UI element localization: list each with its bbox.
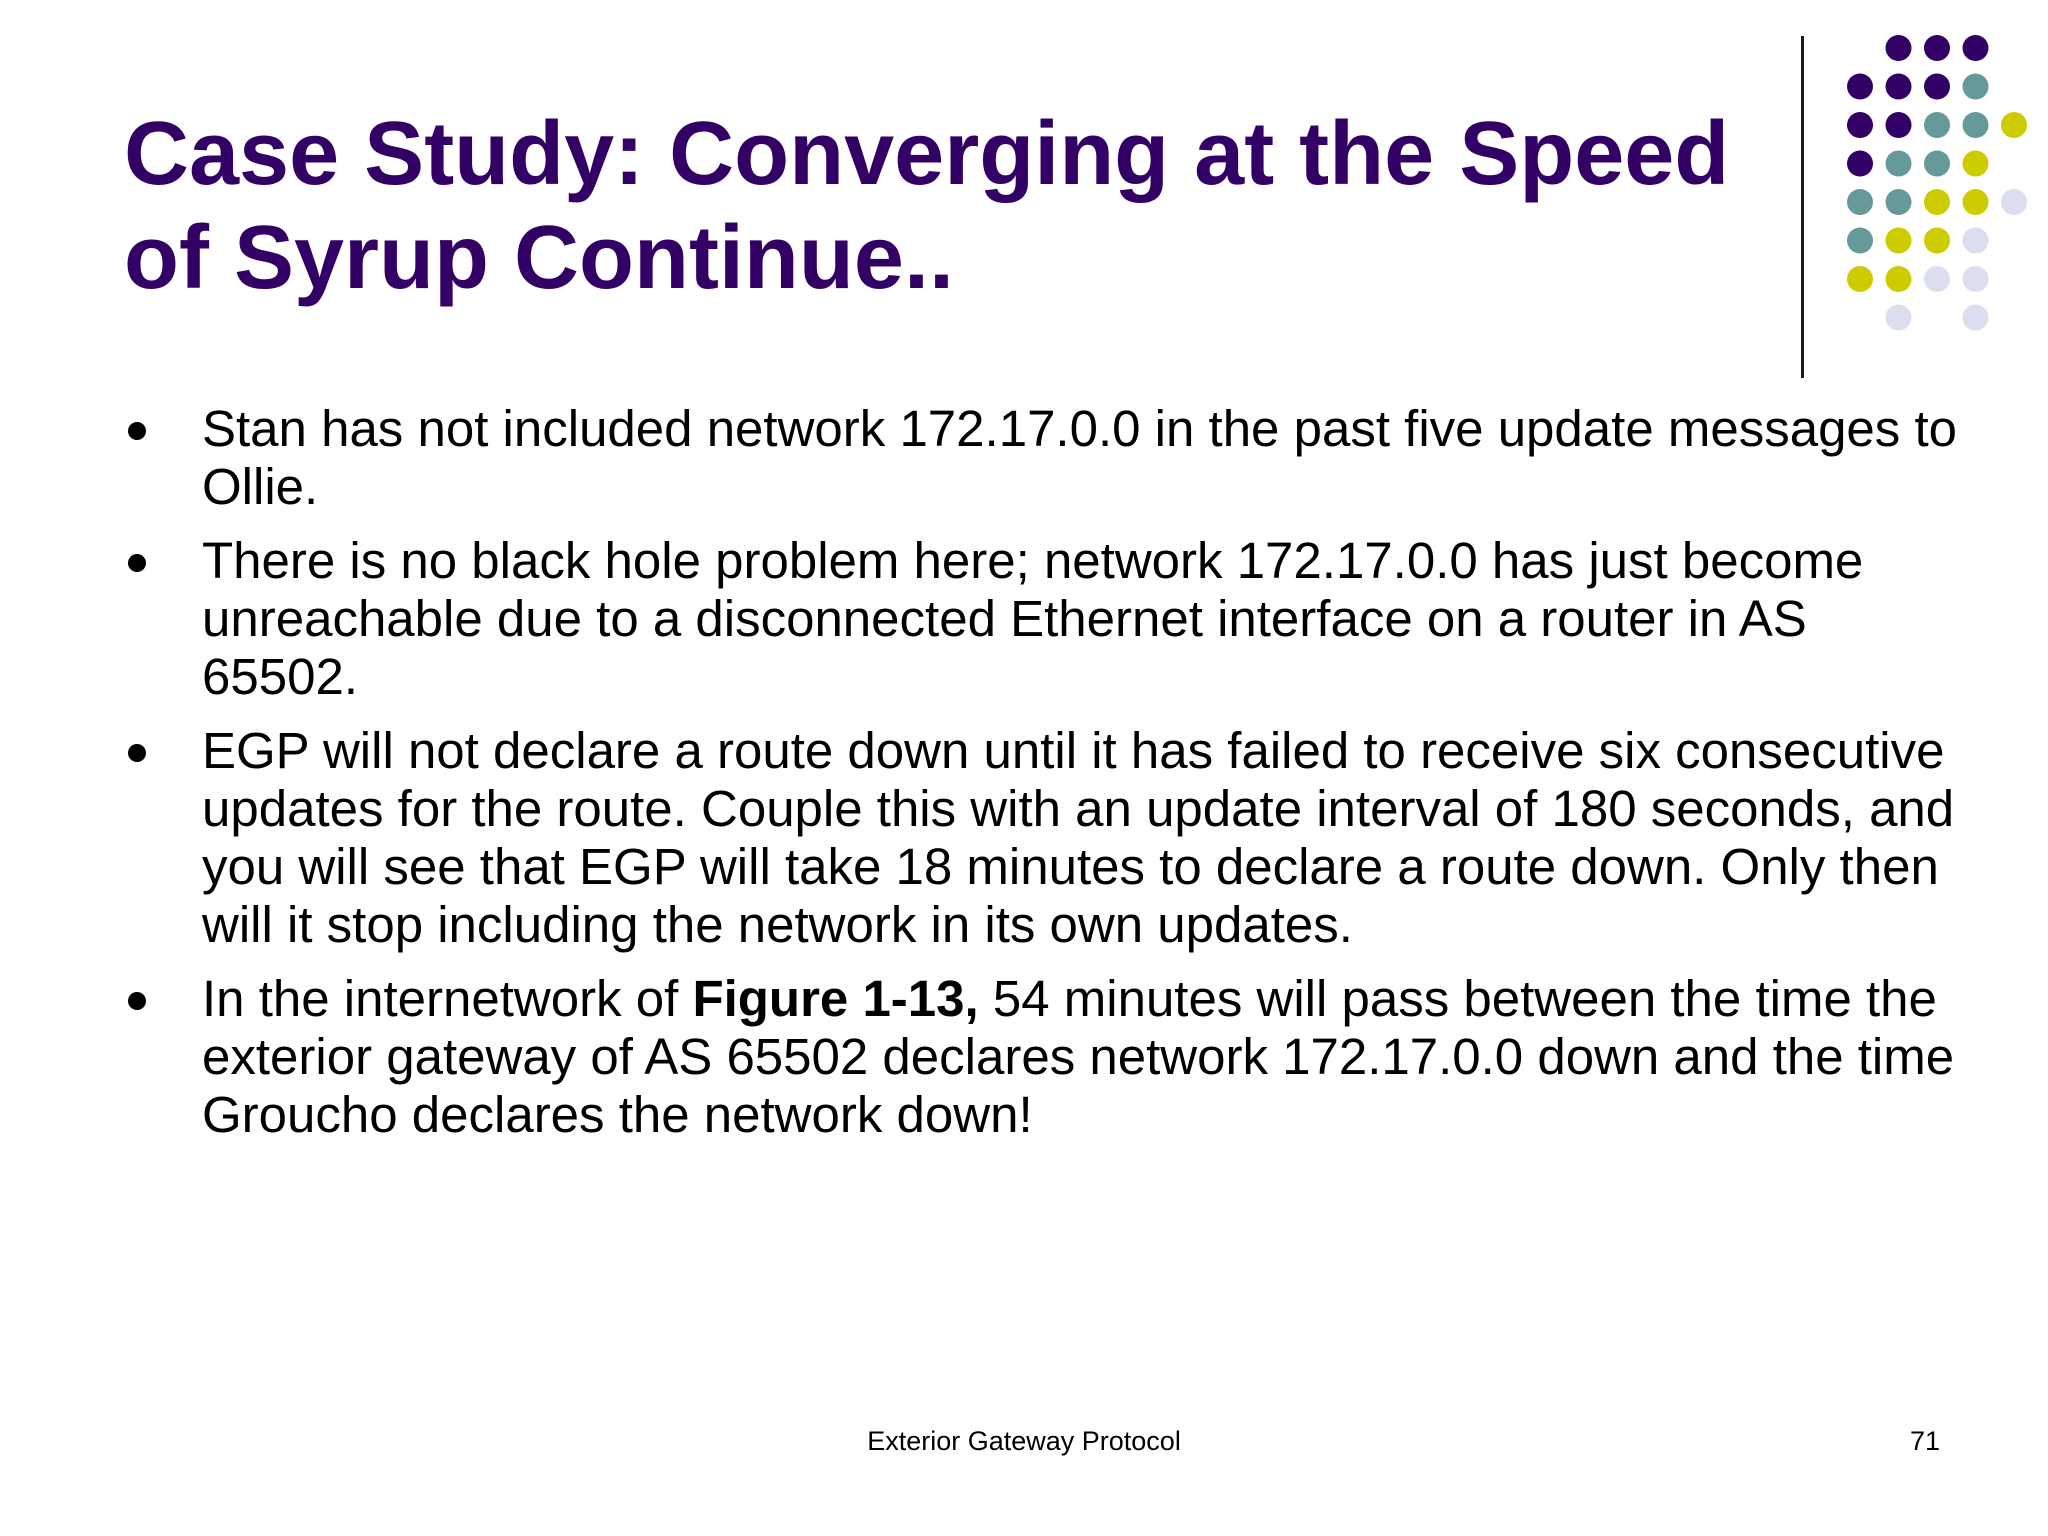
slide-title — [124, 102, 1804, 310]
bullet-list — [124, 400, 1964, 1160]
footer-text: Exterior Gateway Protocol — [867, 1426, 1181, 1456]
decorative-dot — [1963, 266, 1989, 292]
decorative-dot — [1924, 112, 1950, 138]
decorative-dot — [1924, 228, 1950, 254]
decorative-dot — [1963, 228, 1989, 254]
bullet-text: EGP will not declare a route down until it has failed to receive six consecutive updates for the route. Couple this with an update interval of 180 seconds, and you will see that EGP will take 18 minutes to declare a route down. Only then will it stop including the network in its own updates. — [202, 722, 1955, 953]
bullet-dot-icon — [128, 422, 146, 440]
decorative-dot — [1847, 189, 1873, 215]
bullet-text-suffix: 54 minutes will pass between the time the exterior gateway of AS 65502 declares network 172.17.0.0 down and the time Groucho declares the network down! — [202, 970, 1955, 1143]
bullet-dot-icon — [128, 554, 146, 572]
decorative-dot — [1963, 35, 1989, 61]
decorative-dot — [1886, 266, 1912, 292]
decorative-dot — [1924, 266, 1950, 292]
decorative-dot — [1847, 228, 1873, 254]
bullet-text: There is no black hole problem here; network 172.17.0.0 has just become unreachable due to a disconnected Ethernet interface on a router in AS 65502. — [202, 532, 1864, 705]
bullet-text-prefix: In the internetwork of — [202, 970, 693, 1027]
decorative-dot — [1886, 35, 1912, 61]
decorative-dot — [1886, 305, 1912, 331]
decorative-dot — [1924, 189, 1950, 215]
decorative-dot — [1963, 305, 1989, 331]
bullet-text: Stan has not included network 172.17.0.0 in the past five update messages to Ollie. — [202, 400, 1957, 515]
decorative-dot — [1847, 112, 1873, 138]
title-divider — [1801, 36, 1804, 378]
decorative-dot — [1886, 228, 1912, 254]
decorative-dot — [1886, 74, 1912, 100]
decorative-dot — [1924, 35, 1950, 61]
title-line-2: of Syrup Continue.. — [124, 208, 954, 308]
decorative-dot — [1963, 112, 1989, 138]
decorative-dot — [1924, 74, 1950, 100]
decorative-dot — [1963, 151, 1989, 177]
decorative-dot — [2001, 112, 2027, 138]
bullet-item-3 — [124, 722, 1964, 954]
bullet-dot-icon — [128, 992, 146, 1010]
decorative-dot — [1847, 266, 1873, 292]
decorative-dot — [2001, 189, 2027, 215]
decorative-dot — [1963, 74, 1989, 100]
bullet-dot-icon — [128, 744, 146, 762]
page-number: 71 — [1909, 1426, 1940, 1456]
decorative-dot — [1886, 189, 1912, 215]
bullet-item-1 — [124, 400, 1964, 516]
decorative-dot — [1886, 151, 1912, 177]
decorative-dot — [1924, 151, 1950, 177]
decorative-dot — [1847, 151, 1873, 177]
decorative-dot — [1886, 112, 1912, 138]
bullet-item-2 — [124, 532, 1964, 706]
decorative-dot — [1963, 189, 1989, 215]
bullet-item-4 — [124, 970, 1964, 1144]
figure-reference: Figure 1-13, — [692, 970, 979, 1027]
title-line-1: Case Study: Converging at the Speed — [124, 104, 1730, 204]
decorative-dot — [1847, 74, 1873, 100]
